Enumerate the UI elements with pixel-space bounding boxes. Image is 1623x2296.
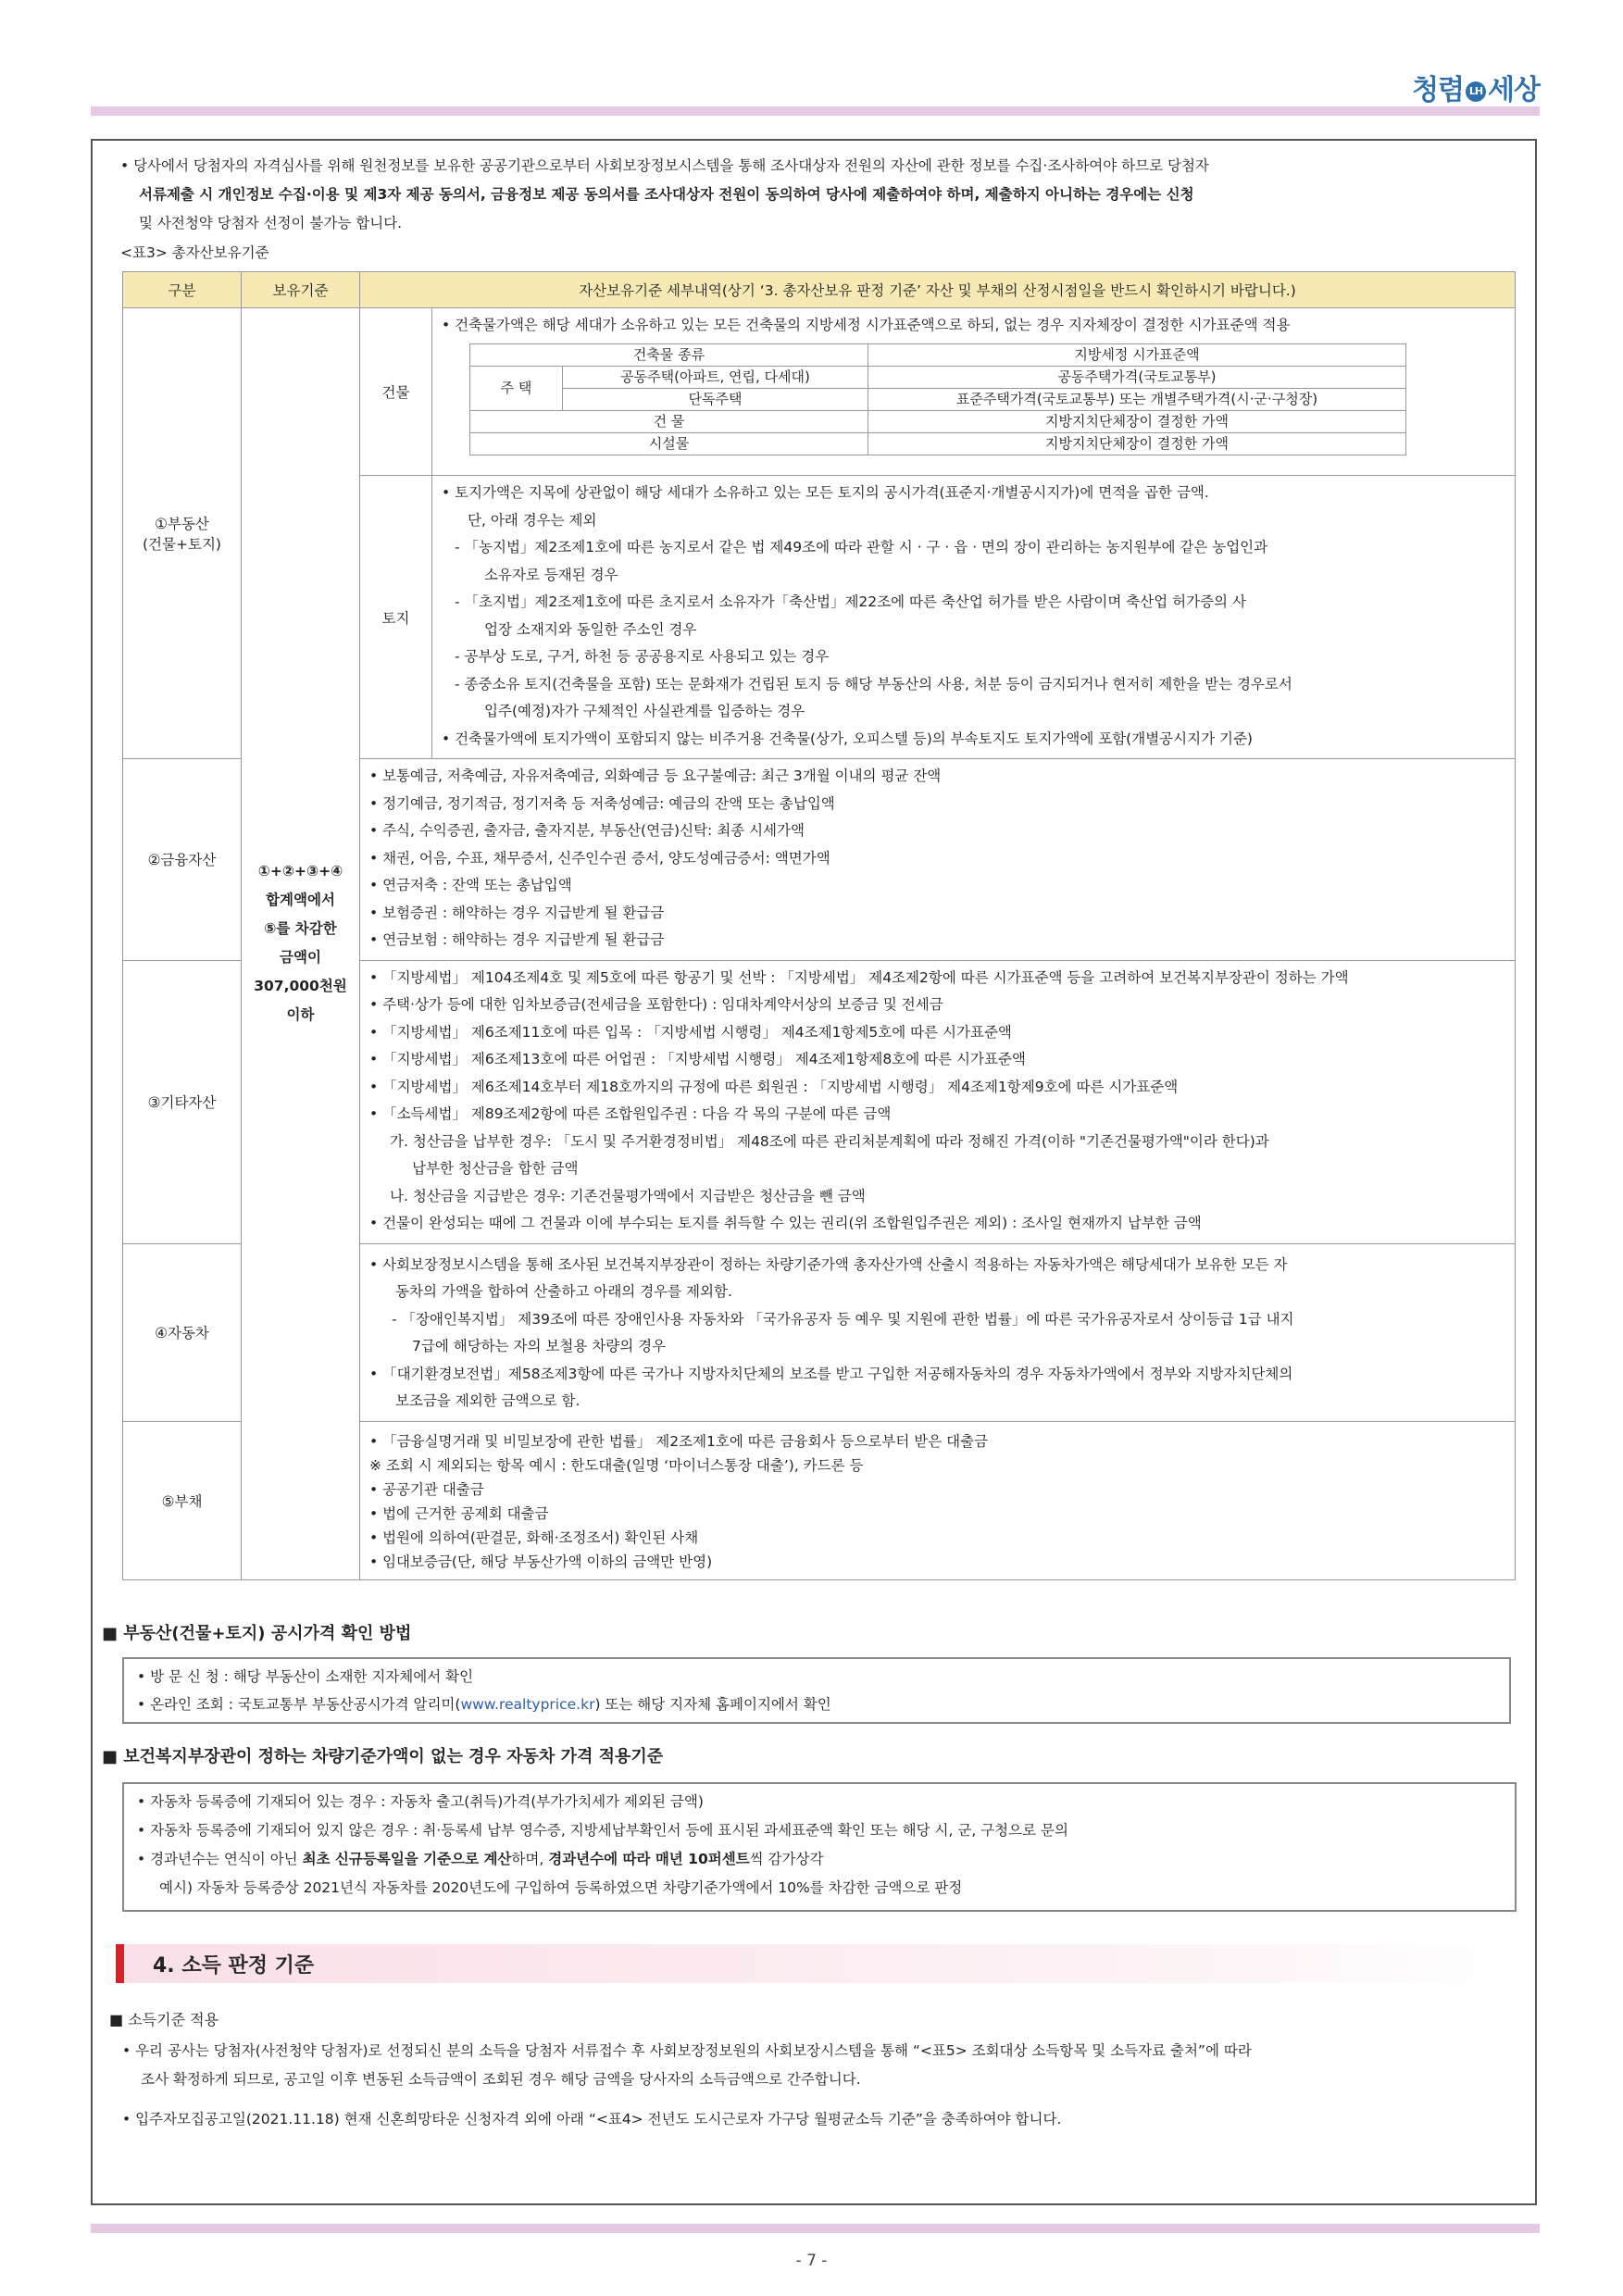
col-header-criterion: 보유기준: [242, 272, 360, 308]
sub-label-land: 토지: [360, 476, 432, 759]
intro-line: 서류제출 시 개인정보 수집·이용 및 제3자 제공 동의서, 금융정보 제공 동의서를 조사대상자 전원이 동의하여 당사에 제출하여야 하며, 제출하지 아니하는 경우에는 신청: [139, 186, 1194, 203]
asset-criteria-table: [122, 271, 1516, 1580]
other-details: • 「지방세법」 제104조제4호 및 제5호에 따른 항공기 및 선박 : 「지방세법」 제4조제2항에 따른 시가표준액 등을 고려하여 보건복지부장관이 정하는 가액 • 주택·상가 등에 대한 임차보증금(전세금을 포함한다) : 임대차계약서상의 보증금 및 전세금 • 「지방세법」 제6조제11호에 따른 입목 : 「지방세법 시행령」 제4조제1항제5호에 따른 시가표준액 • 「지방세법」 제6조제13호에 따른 어업권 : 「지방세법 시행령」 제4조제1항제8호에 따른 시가표준액 • 「지방세법」 제6조제14호부터 제18호까지의 규정에 따른 회원권 : 「지방세법 시행령」 제4조제1항제9호에 따른 시가표준액 • 「소득세법」 제89조제2항에 따른 조합원입주권 : 다음 각 목의 구분에 따른 금액 가. 청산금을 납부한 경우: 「도시 및 주거환경정비법」 제48조에 따른 관리처분계획에 따라 정해진 가격(이하 "기존건물평가액"이라 한다)과 납부한 청산금을 합한 금액 나. 청산금을 지급받은 경우: 기존건물평가액에서 지급받은 청산금을 뺀 금액 • 건물이 완성되는 때에 그 건물과 이에 부수되는 토지를 취득할 수 있는 권리(위 조합원입주권은 제외) : 조사일 현재까지 납부한 금액: [360, 960, 1516, 1243]
price-check-box: • 방 문 신 청 : 해당 부동산이 소재한 지자체에서 확인 • 온라인 조회 : 국토교통부 부동산공시가격 알리미(www.realtyprice.kr) 또는 해당 지자체 홈페이지에서 확인: [122, 1657, 1511, 1724]
section-accent-bar: [116, 1944, 124, 1983]
car-price-box: • 자동차 등록증에 기재되어 있는 경우 : 자동차 출고(취득)가격(부가가치세가 제외된 금액) • 자동차 등록증에 기재되어 있지 않은 경우 : 취·등록세 납부 영수증, 지방세납부확인서 등에 표시된 과세표준액 확인 또는 해당 시, 군, 구청으로 문의 • 경과년수는 연식이 아닌 최초 신규등록일을 기준으로 계산하며, 경과년수에 따라 매년 10퍼센트씩 감가상각 예시) 자동차 등록증상 2021년식 자동차를 2020년도에 구입하여 등록하였으면 차량기준가액에서 10%를 차감한 금액으로 판정: [122, 1782, 1517, 1912]
building-details: • 건축물가액은 해당 세대가 소유하고 있는 모든 건축물의 지방세정 시가표준액으로 하되, 없는 경우 지자체장이 결정한 시가표준액 적용 건축물 종류 지방세정 시가표준액 주 택 공동주택(아파트, 연립, 다세대) 공동주택가격(국토교통부) 단독주택 표준주택가격(국토교통부) 또는 개별주택가격(시·군·구청장) 건 물 지방지치단체장이 결정한 가액 시설물 지방지치단체장이 결정한 가액: [432, 308, 1516, 476]
section-4-title: 4. 소득 판정 기준: [153, 1954, 315, 1978]
row-label-financial: ②금융자산: [123, 759, 242, 961]
footer-bar: [91, 2224, 1540, 2233]
intro-line: • 당사에서 당첨자의 자격심사를 위해 원천정보를 보유한 공공기관으로부터 사회보장정보시스템을 통해 조사대상자 전원의 자산에 관한 정보를 수집·조사하여야 하므로 당첨자: [120, 157, 1209, 174]
header-bar: [91, 106, 1540, 116]
realtyprice-link[interactable]: www.realtyprice.kr: [460, 1696, 595, 1713]
logo-mark: LH: [1466, 81, 1486, 102]
car-details: • 사회보장정보시스템을 통해 조사된 보건복지부장관이 정하는 차량기준가액 총자산가액 산출시 적용하는 자동차가액은 해당세대가 보유한 모든 자 동차의 가액을 합하여 산출하고 아래의 경우를 제외함. - 「장애인복지법」 제39조에 따른 장애인사용 자동차와 「국가유공자 등 예우 및 지원에 관한 법률」에 따른 국가유공자로서 상이등급 1급 내지 7급에 해당하는 자의 보철용 차량의 경우 • 「대기환경보전법」제58조제3항에 따른 국가나 지방자치단체의 보조를 받고 구입한 저공해자동차의 경우 자동차가액에서 정부와 지방자치단체의 보조금을 제외한 금액으로 함.: [360, 1243, 1516, 1421]
table-header-row: [123, 272, 1516, 308]
col-header-details: 자산보유기준 세부내역(상기 ‘3. 총자산보유 판정 기준’ 자산 및 부채의 산정시점일을 반드시 확인하시기 바랍니다.): [360, 272, 1516, 308]
building-price-table: 건축물 종류 지방세정 시가표준액 주 택 공동주택(아파트, 연립, 다세대) 공동주택가격(국토교통부) 단독주택 표준주택가격(국토교통부) 또는 개별주택가격(시·군·구청장) 건 물 지방지치단체장이 결정한 가액 시설물 지방지치단체장이 결정한 가액: [469, 343, 1406, 455]
financial-details: • 보통예금, 저축예금, 자유저축예금, 외화예금 등 요구불예금: 최근 3개월 이내의 평균 잔액 • 정기예금, 정기적금, 정기저축 등 저축성예금: 예금의 잔액 또는 총납입액 • 주식, 수익증권, 출자금, 출자지분, 부동산(연금)신탁: 최종 시세가액 • 채권, 어음, 수표, 채무증서, 신주인수권 증서, 양도성예금증서: 액면가액 • 연금저축 : 잔액 또는 총납입액 • 보험증권 : 해약하는 경우 지급받게 될 환급금 • 연금보험 : 해약하는 경우 지급받게 될 환급금: [360, 759, 1516, 961]
table-row: [123, 308, 1516, 476]
row-label-car: ④자동차: [123, 1243, 242, 1421]
criterion-cell: ①+②+③+④ 합계액에서 ⑤를 차감한 금액이 307,000천원 이하: [242, 308, 360, 1580]
intro-line: 및 사전청약 당첨자 선정이 불가능 합니다.: [139, 215, 403, 231]
income-subheading: ■ 소득기준 적용: [109, 2011, 219, 2028]
car-section-heading: ■ 보건복지부장관이 정하는 차량기준가액이 없는 경우 자동차 가격 적용기준: [102, 1747, 664, 1766]
row-label-other: ③기타자산: [123, 960, 242, 1243]
income-paragraph-1: • 우리 공사는 당첨자(사전청약 당첨자)로 선정되신 분의 소득을 당첨자 서류접수 후 사회보장정보원의 사회보장시스템을 통해 “<표5> 조회대상 소득항목 및 소득자료 출처”에 따라 조사 확정하게 되므로, 공고일 이후 변동된 소득금액이 조회된 경우 해당 금액을 당사자의 소득금액으로 간주합니다.: [122, 2042, 1252, 2088]
income-paragraph-2: • 입주자모집공고일(2021.11.18) 현재 신혼희망타운 신청자격 외에 아래 “<표4> 전년도 도시근로자 가구당 월평균소득 기준”을 충족하여야 합니다.: [122, 2111, 1062, 2128]
logo: 청렴 LH 세상: [1412, 74, 1540, 106]
price-section-heading: ■ 부동산(건물+토지) 공시가격 확인 방법: [102, 1624, 412, 1643]
sub-label-building: 건물: [360, 308, 432, 476]
debt-details: • 「금융실명거래 및 비밀보장에 관한 법률」 제2조제1호에 따른 금융회사 등으로부터 받은 대출금 ※ 조회 시 제외되는 항목 예시 : 한도대출(일명 ‘마이너스통장 대출’), 카드론 등 • 공공기관 대출금 • 법에 근거한 공제회 대출금 • 법원에 의하여(판결문, 화해·조정조서) 확인된 사채 • 임대보증금(단, 해당 부동산가액 이하의 금액만 반영): [360, 1421, 1516, 1579]
row-label-real-estate: ①부동산 (건물+토지): [123, 308, 242, 759]
row-label-debt: ⑤부채: [123, 1421, 242, 1579]
col-header-category: 구분: [123, 272, 242, 308]
page-number: - 7 -: [795, 2252, 828, 2270]
intro-text: [120, 152, 1518, 238]
section-4-title-bar: [116, 1944, 1514, 1983]
land-details: • 토지가액은 지목에 상관없이 해당 세대가 소유하고 있는 모든 토지의 공시가격(표준지·개별공시지가)에 면적을 곱한 금액. 단, 아래 경우는 제외 - 「농지법」제2조제1호에 따른 농지로서 같은 법 제49조에 따라 관할 시 · 구 · 읍 · 면의 장이 관리하는 농지원부에 같은 농업인과 소유자로 등재된 경우 - 「초지법」제2조제1호에 따른 초지로서 소유자가「축산법」제22조에 따른 축산업 허가를 받은 사람이며 축산업 허가증의 사 업장 소재지와 동일한 주소인 경우 - 공부상 도로, 구거, 하천 등 공공용지로 사용되고 있는 경우 - 종중소유 토지(건축물을 포함) 또는 문화재가 건립된 토지 등 해당 부동산의 사용, 처분 등이 금지되거나 현저히 제한을 받는 경우로서 입주(예정)자가 구체적인 사실관계를 입증하는 경우 • 건축물가액에 토지가액이 포함되지 않는 비주거용 건축물(상가, 오피스텔 등)의 부속토지도 토지가액에 포함(개별공시지가 기준): [432, 476, 1516, 759]
table-caption: <표3> 총자산보유기준: [120, 244, 269, 261]
